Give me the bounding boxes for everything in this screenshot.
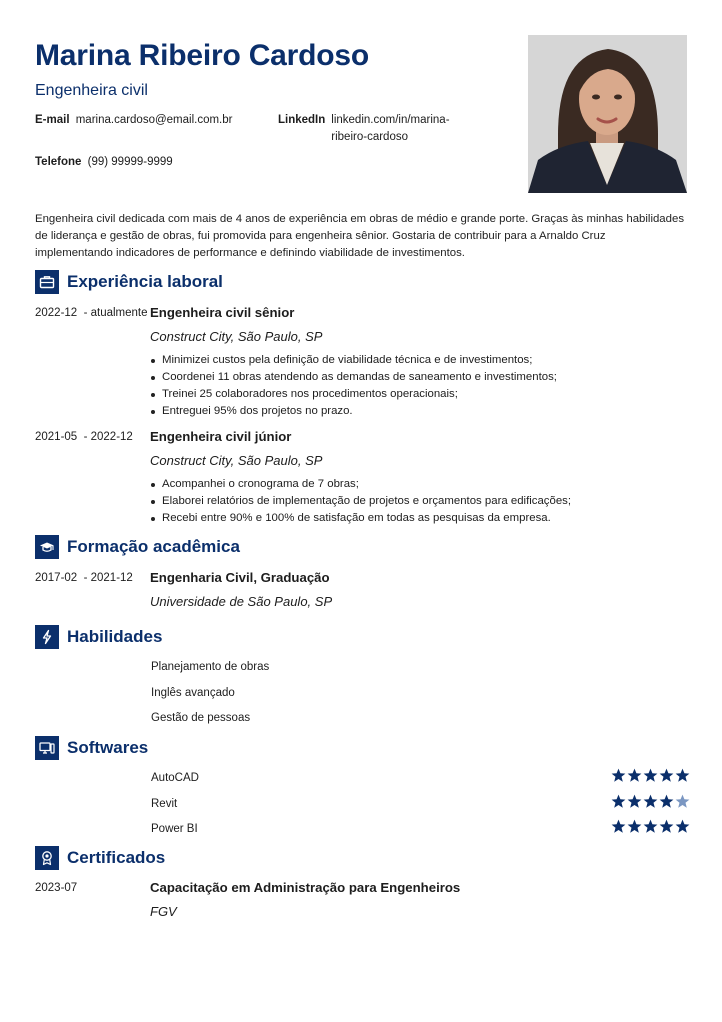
computer-icon: [35, 736, 59, 760]
lightning-icon: [35, 625, 59, 649]
briefcase-icon: [35, 270, 59, 294]
star-filled-icon: [627, 819, 642, 834]
experience-1-title: Engenheira civil sênior: [150, 305, 295, 320]
section-skills-heading: [35, 625, 162, 649]
experience-2-title: Engenheira civil júnior: [150, 429, 292, 444]
software-rating-powerbi: [611, 819, 690, 834]
section-skills-title: Habilidades: [67, 627, 163, 646]
certificate-1-date: 2023-07: [35, 882, 78, 894]
list-item: Minimizei custos pela definição de viabilidade técnica e de investimentos;: [150, 352, 557, 369]
contact-phone: [35, 154, 173, 171]
linkedin-value: linkedin.com/in/marina-ribeiro-cardoso: [331, 114, 450, 143]
award-medal-icon: [35, 846, 59, 870]
star-filled-icon: [659, 794, 674, 809]
phone-value: (99) 99999-9999: [87, 156, 173, 168]
star-filled-icon: [659, 819, 674, 834]
section-software-title: Softwares: [67, 738, 149, 757]
experience-2-company: Construct City, São Paulo, SP: [150, 453, 323, 468]
star-filled-icon: [659, 768, 674, 783]
star-filled-icon: [611, 819, 626, 834]
email-label: E-mail: [35, 114, 70, 126]
software-item-powerbi: Power BI: [151, 823, 198, 835]
linkedin-label: LinkedIn: [278, 114, 326, 126]
software-rating-autocad: [611, 768, 690, 783]
star-filled-icon: [611, 768, 626, 783]
section-certificates-heading: [35, 846, 165, 870]
skill-item: Planejamento de obras: [151, 661, 270, 673]
star-filled-icon: [643, 794, 658, 809]
contact-email: [35, 112, 232, 129]
experience-2-dates: 2021-05 - 2022-12: [35, 431, 133, 443]
star-filled-icon: [627, 794, 642, 809]
phone-label: Telefone: [35, 156, 82, 168]
email-value: marina.cardoso@email.com.br: [75, 114, 233, 126]
section-education-title: Formação acadêmica: [67, 537, 240, 556]
education-1-school: Universidade de São Paulo, SP: [150, 594, 333, 609]
section-software-heading: [35, 736, 148, 760]
skill-item: Inglês avançado: [151, 687, 235, 699]
profile-photo: [528, 35, 687, 193]
graduation-cap-icon: [35, 535, 59, 559]
section-experience-title: Experiência laboral: [67, 272, 223, 291]
profile-summary: Engenheira civil dedicada com mais de 4 anos de experiência em obras de médio e grande porte. Graças às minhas habilidades de liderança e gestão de obras, fui promovida para engenheira sênior. Gostaria de contribuir para a Arnaldo Cruz implementando indicadores de performance e definindo viabilidade de investimentos.: [35, 213, 685, 259]
star-filled-icon: [675, 819, 690, 834]
star-filled-icon: [611, 794, 626, 809]
education-1-dates: 2017-02 - 2021-12: [35, 572, 133, 584]
candidate-name: Marina Ribeiro Cardoso: [35, 39, 369, 72]
section-certificates-title: Certificados: [67, 848, 166, 867]
list-item: Recebi entre 90% e 100% de satisfação em todas as pesquisas da empresa.: [150, 510, 571, 527]
star-filled-icon: [627, 768, 642, 783]
section-education-heading: [35, 535, 240, 559]
list-item: Acompanhei o cronograma de 7 obras;: [150, 476, 571, 493]
experience-1-company: Construct City, São Paulo, SP: [150, 329, 323, 344]
list-item: Entreguei 95% dos projetos no prazo.: [150, 403, 557, 420]
certificate-1-issuer: FGV: [150, 904, 177, 919]
contact-linkedin: [278, 112, 481, 146]
section-experience-heading: [35, 270, 223, 294]
software-rating-revit: [611, 794, 690, 809]
list-item: Coordenei 11 obras atendendo as demandas de saneamento e investimentos;: [150, 369, 557, 386]
software-item-revit: Revit: [151, 798, 178, 810]
star-filled-icon: [643, 819, 658, 834]
list-item: Elaborei relatórios de implementação de projetos e orçamentos para edificações;: [150, 493, 571, 510]
star-filled-icon: [643, 768, 658, 783]
candidate-title: Engenheira civil: [35, 82, 148, 99]
software-item-autocad: AutoCAD: [151, 772, 199, 784]
star-empty-icon: [675, 794, 690, 809]
experience-1-achievements: [150, 352, 557, 420]
experience-2-achievements: [150, 476, 571, 527]
skill-item: Gestão de pessoas: [151, 712, 251, 724]
star-filled-icon: [675, 768, 690, 783]
certificate-1-title: Capacitação em Administração para Engenheiros: [150, 880, 461, 895]
list-item: Treinei 25 colaboradores nos procedimentos operacionais;: [150, 386, 557, 403]
experience-1-dates: 2022-12 - atualmente: [35, 307, 148, 319]
education-1-degree: Engenharia Civil, Graduação: [150, 570, 330, 585]
